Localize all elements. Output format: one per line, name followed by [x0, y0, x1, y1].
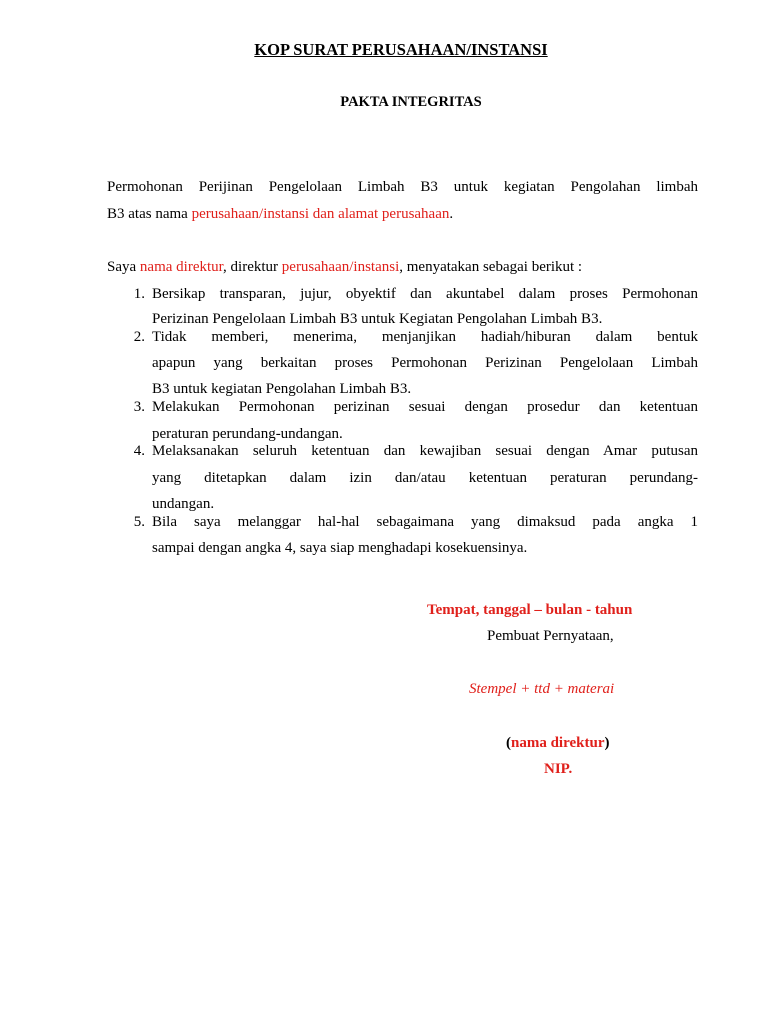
- list-item-number: 1.: [133, 286, 145, 302]
- list-item-number: 3.: [133, 399, 145, 415]
- list-item-line: apapun yang berkaitan proses Permohonan Perizinan Pengelolaan Limbah: [152, 355, 698, 371]
- list-item-line: yang ditetapkan dalam izin dan/atau ketentuan peraturan perundang-: [152, 470, 698, 486]
- list-item-number: 5.: [133, 514, 145, 530]
- letterhead-title: KOP SURAT PERUSAHAAN/INSTANSI: [254, 40, 548, 59]
- company-placeholder: perusahaan/instansi: [281, 259, 400, 275]
- statement-suffix: , menyatakan sebagai berikut :: [399, 259, 583, 275]
- list-item-line: Melaksanakan seluruh ketentuan dan kewajiban sesuai dengan Amar putusan: [152, 443, 698, 459]
- intro-line-1: Permohonan Perijinan Pengelolaan Limbah B3 untuk kegiatan Pengolahan limbah: [107, 179, 698, 195]
- intro-line-2: [107, 205, 698, 223]
- statement-line: [107, 258, 698, 276]
- list-item-line: B3 untuk kegiatan Pengolahan Limbah B3.: [152, 381, 412, 397]
- director-name-line: [506, 734, 609, 752]
- list-item-line: sampai dengan angka 4, saya siap menghadapi kosekuensinya.: [152, 540, 528, 556]
- director-name: nama direktur: [511, 735, 605, 751]
- list-item-line: peraturan perundang-undangan.: [152, 426, 343, 442]
- list-item-line: undangan.: [152, 496, 215, 512]
- statement-maker-label: Pembuat Pernyataan,: [487, 628, 614, 644]
- list-item-line: Bila saya melanggar hal-hal sebagaimana yang dimaksud pada angka 1: [152, 514, 698, 530]
- list-item-number: 2.: [133, 329, 145, 345]
- list-item-number: 4.: [133, 443, 145, 459]
- list-item-line: Melakukan Permohonan perizinan sesuai dengan prosedur dan ketentuan: [152, 399, 698, 415]
- place-date-placeholder: Tempat, tanggal – bulan - tahun: [427, 602, 633, 618]
- intro-text: B3 atas nama: [107, 206, 192, 222]
- director-name-placeholder: nama direktur: [139, 259, 224, 275]
- paren-open: (: [506, 735, 511, 751]
- statement-mid: , direktur: [223, 259, 282, 275]
- list-item-line: Bersikap transparan, jujur, obyektif dan akuntabel dalam proses Permohonan: [152, 286, 698, 302]
- document-title: PAKTA INTEGRITAS: [340, 94, 482, 110]
- nip-label: NIP.: [544, 761, 573, 777]
- list-item-line: Perizinan Pengelolaan Limbah B3 untuk Kegiatan Pengolahan Limbah B3.: [152, 311, 603, 327]
- list-item-line: Tidak memberi, menerima, menjanjikan hadiah/hiburan dalam bentuk: [152, 329, 698, 345]
- intro-period: .: [449, 206, 454, 222]
- paren-close: ): [604, 735, 610, 751]
- statement-prefix: Saya: [107, 259, 140, 275]
- company-name-placeholder: perusahaan/instansi dan alamat perusahaan: [191, 206, 450, 222]
- stamp-signature-placeholder: Stempel + ttd + materai: [469, 681, 615, 697]
